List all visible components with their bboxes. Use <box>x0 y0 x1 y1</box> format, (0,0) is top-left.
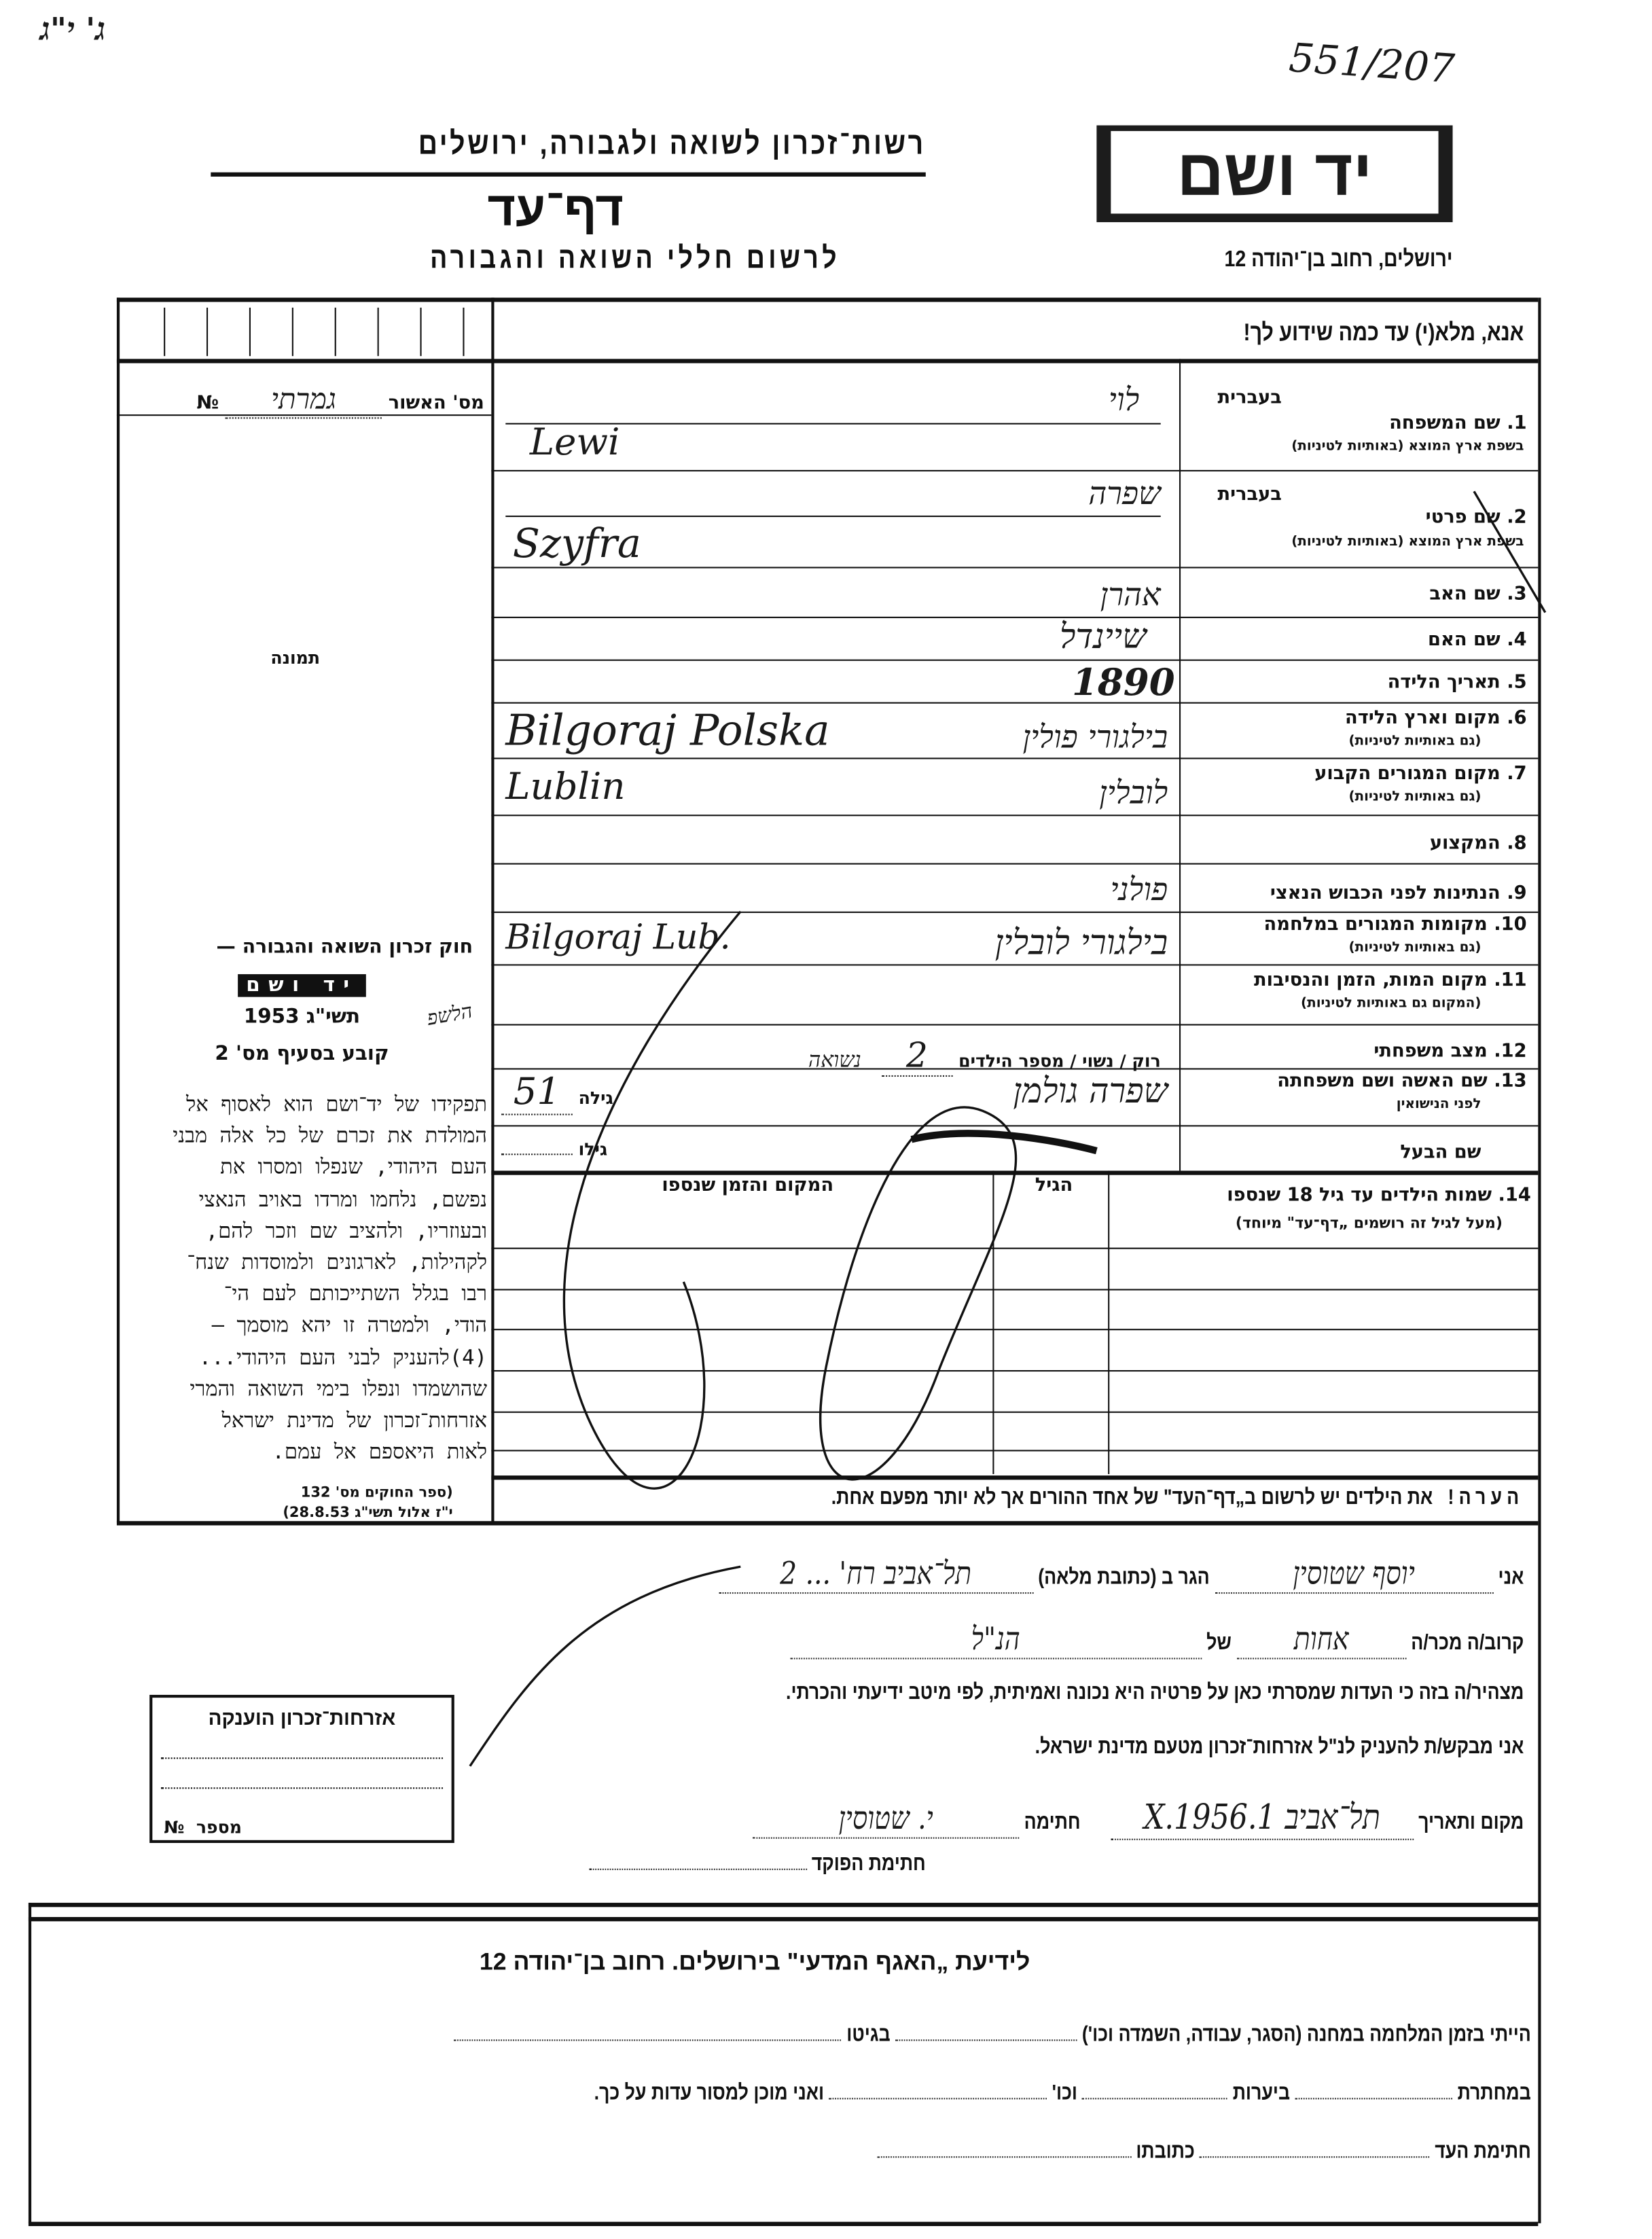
law-line: שהושמדו ונפלו בימי השואה והמרי <box>190 1377 488 1401</box>
form-title: דף־עד <box>487 182 624 237</box>
first-name-latin: Szyfra <box>512 520 641 567</box>
field-label: תאריך הלידה <box>1387 672 1501 694</box>
residence-latin: Lublin <box>505 766 626 809</box>
hebrew-label-2: בעברית <box>1217 484 1282 506</box>
instruction: אנא, מלא(י) עד כמה שידוע לך! <box>1243 319 1524 346</box>
field-label: שם האב <box>1429 584 1501 606</box>
field-label: שם פרטי <box>1425 507 1501 529</box>
children-age-header: הגיל <box>1035 1175 1073 1197</box>
field-2-sub: בשפת ארץ המוצא (באותיות לטיניות) <box>1291 534 1524 550</box>
marital-status-value: נשואה <box>808 1047 861 1073</box>
field-6-sub: (גם באותיות לטיניות) <box>1348 733 1482 749</box>
hebrew-label-1: בעברית <box>1217 387 1282 409</box>
field-num: 9. <box>1507 882 1527 905</box>
law-ref-2: י"ז אלול תשי"ג 28.8.53) <box>283 1505 453 1522</box>
birthplace-latin: Bilgoraj Polska <box>505 706 830 757</box>
children-place-header: המקום והזמן שנספו <box>662 1175 834 1197</box>
nationality: פולני <box>1110 873 1168 909</box>
law-line: לאות היאספם אל עמם. <box>272 1440 488 1465</box>
relation-value: אחות <box>1236 1621 1405 1660</box>
children-count: 2 <box>881 1035 952 1077</box>
logo-text: יד ושם <box>1111 131 1438 214</box>
law-title: חוק זכרון השואה והגבורה — <box>216 935 473 959</box>
wife-age: 51 <box>501 1071 573 1115</box>
witness-address: תל־אביב רח' ... 2 <box>718 1555 1032 1594</box>
stamp-title: אזרחות־זכרון הוענקה <box>208 1706 396 1730</box>
birth-date: 1890 <box>1071 662 1175 705</box>
underground-label: במחתרת <box>1457 2081 1531 2105</box>
law-line: המולדת את זכרם של כל אלה מבני <box>173 1124 488 1149</box>
stamp-number-label: מספר <box>196 1817 242 1838</box>
margin-note: הלשפ <box>425 1000 475 1031</box>
field-num: 2. <box>1507 507 1527 529</box>
mother-name: שיינדל <box>1059 616 1147 657</box>
field-14-sub: (מעל לגיל זה רושמים „דף־עד" מיוחד) <box>1235 1215 1503 1232</box>
of-value: הנ"ל <box>790 1621 1202 1660</box>
number-sign: № <box>196 393 219 415</box>
law-line: תפקידו של יד־ושם הוא לאסוף אל <box>186 1092 488 1117</box>
etc-label: וכו' <box>1052 2081 1077 2105</box>
field-num: 10. <box>1494 914 1527 936</box>
place-date-label: מקום ותאריך <box>1418 1810 1524 1835</box>
law-line: ובעוזריו, ולהציב שם וזכר להם, <box>205 1219 488 1243</box>
camp-label: הייתי בזמן המלחמה במחנה (הסגר, עבודה, השמדה וכו') <box>1081 2022 1531 2047</box>
field-label: הנתינות לפני הכבוש הנאצי <box>1270 882 1501 905</box>
law-section: קובע בסעיף מס' 2 <box>215 1042 389 1066</box>
field-11-sub: (המקום גם באותיות לטיניות) <box>1301 995 1482 1011</box>
first-name-hebrew: שפרה <box>1088 477 1161 513</box>
field-num: 14. <box>1498 1185 1531 1206</box>
address-label: הגר ב (כתובת מלאה) <box>1038 1565 1210 1590</box>
footer-title: לידיעת „האגף המדעי" בירושלים. רחוב בן־יהודה 12 <box>479 1948 1030 1975</box>
corner-note: ג' י"ג <box>39 11 106 49</box>
field-label: מצב משפחתי <box>1373 1041 1488 1063</box>
note-label: הערה! <box>1448 1485 1524 1510</box>
field-label: מקום המגורים הקבוע <box>1314 763 1501 785</box>
relation-label: קרוב/ה מכר/ה <box>1411 1630 1524 1655</box>
wife-name: שפרה גולמן <box>1013 1071 1168 1111</box>
law-line: נפשם, נלחמו ומרדו באויב הנאצי <box>198 1187 488 1212</box>
field-label: מקומות המגורים במלחמה <box>1263 914 1488 936</box>
law-ref-1: (ספר החוקים מס' 132 <box>300 1485 453 1501</box>
field-num: 3. <box>1507 584 1527 606</box>
law-logo-text: יד ושם <box>238 974 367 997</box>
scribble-stroke <box>470 1566 740 1766</box>
field-num: 5. <box>1507 672 1527 694</box>
law-year: תשי"ג 1953 <box>243 1005 361 1028</box>
scribble-stroke <box>912 1133 1097 1151</box>
field-num: 11. <box>1494 969 1527 992</box>
field-label: שם האם <box>1428 629 1501 651</box>
of-label: של <box>1206 1630 1232 1655</box>
photo-label: תמונה <box>270 647 321 668</box>
field-label: מקום המות, הזמן והנסיבות <box>1254 969 1488 992</box>
law-line: אזרחות־זכרון של מדינת ישראל <box>221 1408 488 1433</box>
field-13-sub: לפני הנישואין <box>1396 1096 1482 1113</box>
note-text: את הילדים יש לרשום ב„דף־העד" של אחד ההורים אך לא יותר מפעם אחת. <box>831 1485 1433 1510</box>
forests-label: ביערות <box>1232 2081 1291 2105</box>
field-num: 6. <box>1507 708 1527 730</box>
law-line: רבו בגלל השתייכותם לעם הי־ <box>223 1282 488 1307</box>
birthplace-hebrew: בילגורי פולין <box>1022 720 1168 757</box>
witness-signature: י. שטוסין <box>753 1800 1019 1839</box>
law-line: העם היהודי, שנפלו ומסרו את <box>220 1156 488 1180</box>
father-name: אהרן <box>1100 578 1161 614</box>
husband-age-label: גילו <box>578 1139 608 1160</box>
i-label: אני <box>1498 1565 1524 1590</box>
field-label: שמות הילדים עד גיל 18 שנספו <box>1227 1185 1492 1206</box>
field-num: 1. <box>1507 413 1527 435</box>
law-line: לקהילות, לארגונים ולמוסדות שנח־ <box>187 1250 488 1275</box>
field-1-sub: בשפת ארץ המוצא (באותיות לטיניות) <box>1291 438 1524 454</box>
header-address: ירושלים, רחוב בן־יהודה 12 <box>1224 247 1453 272</box>
ghetto-label: בגיטו <box>846 2022 891 2047</box>
wife-age-label: גילה <box>578 1088 613 1109</box>
approval-label: מס' האשור <box>388 393 484 415</box>
request: אני מבקש/ת להעניק לנ"ל אזרחות־זכרון מטעם מדינת ישראל. <box>1035 1734 1524 1759</box>
field-label: המקצוע <box>1429 833 1501 855</box>
field-label: שם המשפחה <box>1389 413 1501 435</box>
field-label: מקום וארץ הלידה <box>1344 708 1501 730</box>
archive-number: 551/207 <box>1287 34 1456 93</box>
law-line: הודי, ולמטרה זו יהא מוסמך — <box>211 1313 488 1338</box>
stamp-number-sign: № <box>164 1817 185 1838</box>
marital-options: רוק / נשוי / מספר הילדים <box>958 1051 1161 1071</box>
residence-hebrew: לובלין <box>1099 776 1168 812</box>
field-num: 8. <box>1507 833 1527 855</box>
field-num: 13. <box>1494 1071 1527 1093</box>
scribble-stroke <box>1474 491 1545 612</box>
declaration: מצהיר/ה בזה כי העדות שמסרתי כאן על פרטיה היא נכונה ואמיתית, לפי מיטב ידיעתי והכרתי. <box>786 1680 1524 1705</box>
witness-name: יוסף שטוסין <box>1215 1555 1493 1594</box>
place-date-value: תל־אביב 1.X.1956 <box>1111 1797 1414 1840</box>
ready-text: ואני מוכן למסור עדות על כך. <box>594 2081 825 2105</box>
org-name: רשות־זכרון לשואה ולגבורה, ירושלים <box>418 125 926 161</box>
law-line: (4)להעניק לבני העם היהודי... <box>198 1345 488 1370</box>
field-num: 4. <box>1507 629 1527 651</box>
scribble-stroke <box>564 912 740 1488</box>
form-subtitle: לרשום חללי השואה והגבורה <box>430 242 840 275</box>
scribble-stroke <box>821 1107 1016 1480</box>
family-name-hebrew: לוי <box>1108 382 1140 419</box>
wartime-residence-hebrew: בילגורי לובלין <box>994 923 1168 963</box>
witness-address-label: כתובתו <box>1136 2139 1195 2164</box>
approval-value: גמרתי <box>226 382 382 419</box>
field-num: 7. <box>1507 763 1527 785</box>
wartime-residence-latin: Bilgoraj Lub. <box>505 917 731 957</box>
field-label: שם האשה ושם משפחתה <box>1277 1071 1488 1093</box>
family-name-latin: Lewi <box>529 421 620 465</box>
official-signature-label: חתימת הפוקד <box>811 1851 926 1876</box>
field-7-sub: (גם באותיות לטיניות) <box>1348 789 1482 805</box>
signature-label: חתימה <box>1024 1810 1081 1835</box>
field-num: 12. <box>1494 1041 1527 1063</box>
husband-label: שם הבעל <box>1400 1142 1482 1164</box>
field-10-sub: (גם באותיות לטיניות) <box>1348 939 1482 956</box>
witness-signature-label: חתימת העד <box>1435 2139 1531 2164</box>
